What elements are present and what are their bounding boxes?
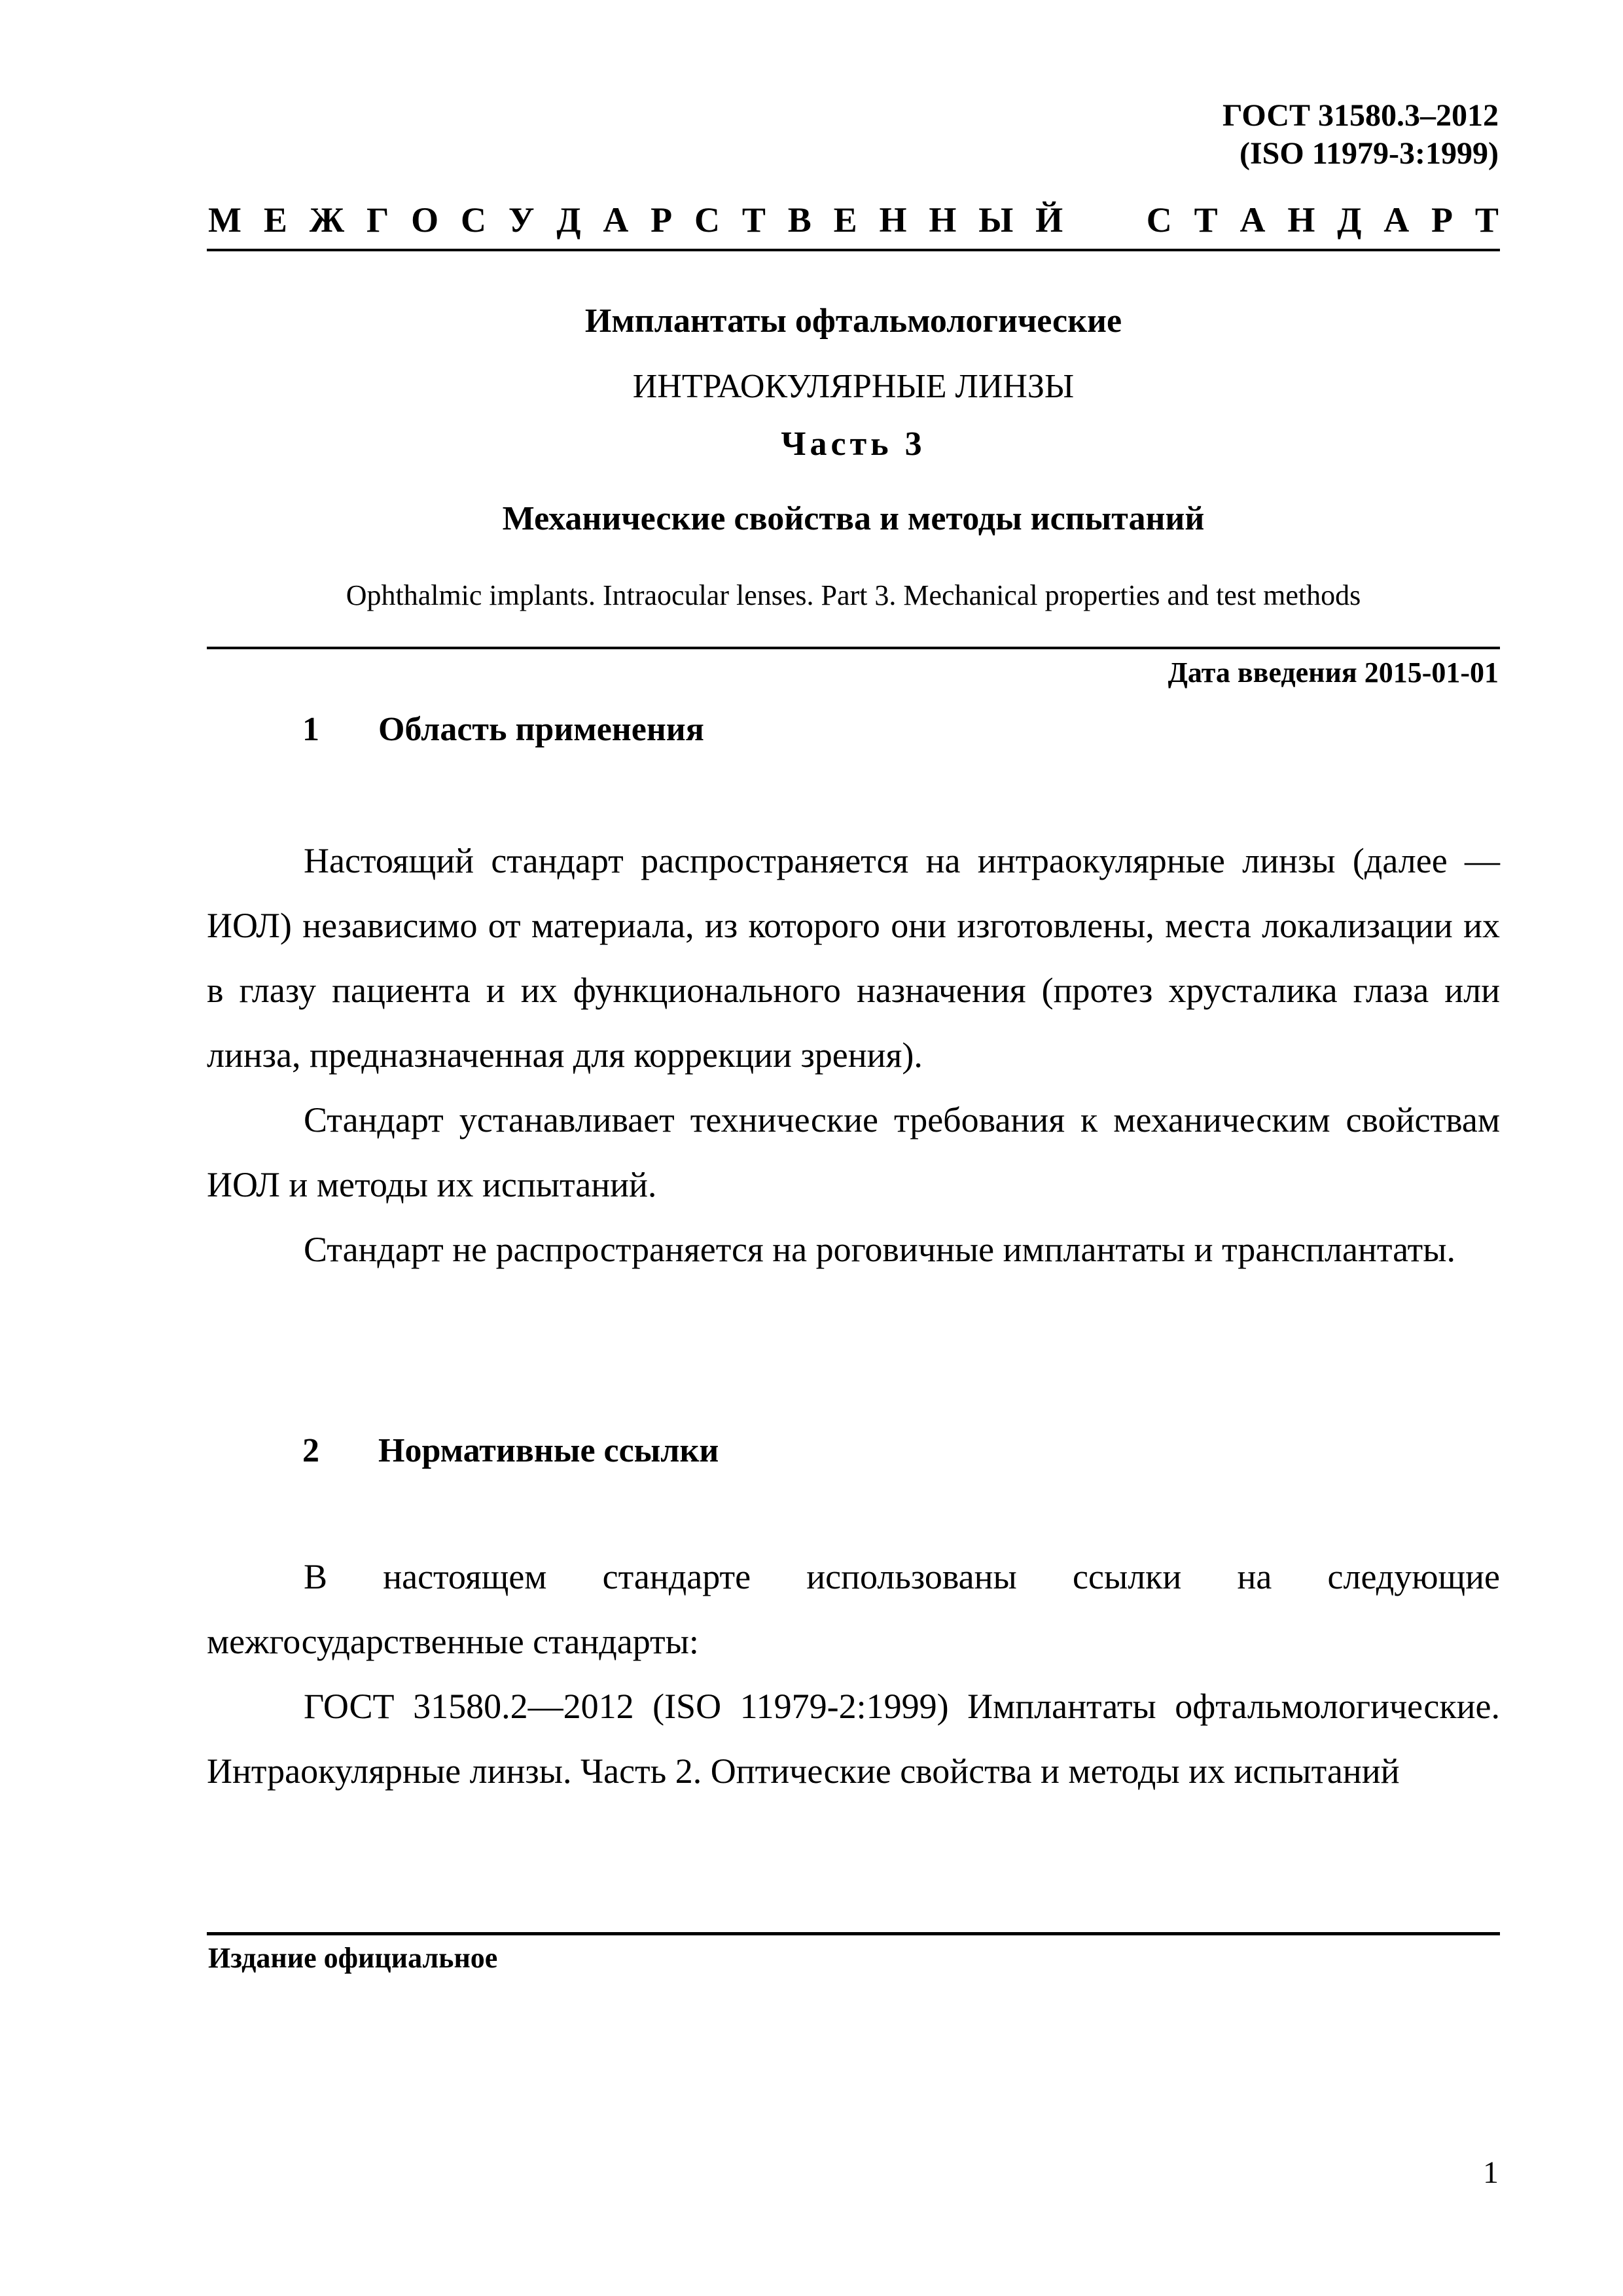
banner-letter: О [411,200,439,240]
page-number: 1 [1483,2155,1499,2190]
footer-rule [207,1932,1500,1935]
title-line-1: Имплантаты офтальмологические [584,302,1122,340]
document-code-header [1222,97,1499,173]
banner-letter: Н [879,200,907,240]
section-title: Нормативные ссылки [378,1432,719,1469]
banner-letter: Ы [978,200,1014,240]
section-number: 2 [302,1432,319,1469]
banner-rule [207,249,1500,251]
section-number: 1 [302,711,319,748]
paragraph: Стандарт устанавливает технические требования к механическим свойствам ИОЛ и методы их испытаний. [207,1100,1500,1204]
banner-letter: Т [1474,200,1499,240]
banner-letter: У [508,200,535,240]
banner-letter: М [208,200,241,240]
banner-letter: Н [1287,200,1315,240]
banner-letter: Й [1035,200,1063,240]
english-title: Ophthalmic implants. Intraocular lenses. Part 3. Mechanical properties and test methods [346,579,1361,611]
banner-letter: Т [741,200,766,240]
paragraph: Стандарт не распространяется на роговичные имплантаты и трансплантаты. [304,1230,1456,1269]
banner-letter: Е [263,200,287,240]
banner-letter: С [1146,200,1172,240]
banner-letter: Г [366,200,389,240]
banner-letter: Д [1337,200,1362,240]
interstate-standard-banner [208,194,1499,246]
banner-letter: Р [651,200,673,240]
paragraph: В настоящем стандарте использованы ссылки на следующие межгосударственные стандарты: [207,1557,1500,1661]
introduction-date: Дата введения 2015-01-01 [1168,656,1499,689]
title-part: Часть 3 [781,425,926,463]
title-rule [207,647,1500,649]
paragraph: Настоящий стандарт распространяется на интраокулярные линзы (далее — ИОЛ) независимо от материала, из которого они изготовлены, места локализации их в глазу пациента и их функционального назначения (протез хрусталика глаза или линза, предназначенная для коррекции зрения). [207,841,1500,1075]
paragraph: ГОСТ 31580.2—2012 (ISO 11979-2:1999) Имплантаты офтальмологические. Интраокулярные линзы. Часть 2. Оптические свойства и методы их испытаний [207,1687,1500,1791]
iso-code: (ISO 11979-3:1999) [1240,136,1499,171]
title-line-2: ИНТРАОКУЛЯРНЫЕ ЛИНЗЫ [632,368,1075,405]
section-title: Область применения [378,711,704,748]
banner-letter: В [787,200,812,240]
banner-letter: Д [556,200,581,240]
banner-letter: А [1240,200,1266,240]
banner-letter: А [1383,200,1410,240]
title-subtitle: Механические свойства и методы испытаний [502,500,1205,537]
banner-letter: Т [1194,200,1218,240]
banner-letter: С [461,200,486,240]
banner-word-gap [1085,194,1124,246]
banner-letter: Ж [309,200,345,240]
banner-letter: Р [1431,200,1454,240]
banner-letter: С [694,200,721,240]
banner-letter: Е [833,200,857,240]
banner-letter: Н [929,200,957,240]
banner-letter: А [603,200,629,240]
gost-code: ГОСТ 31580.3–2012 [1222,98,1499,133]
edition-label: Издание официальное [208,1942,498,1974]
